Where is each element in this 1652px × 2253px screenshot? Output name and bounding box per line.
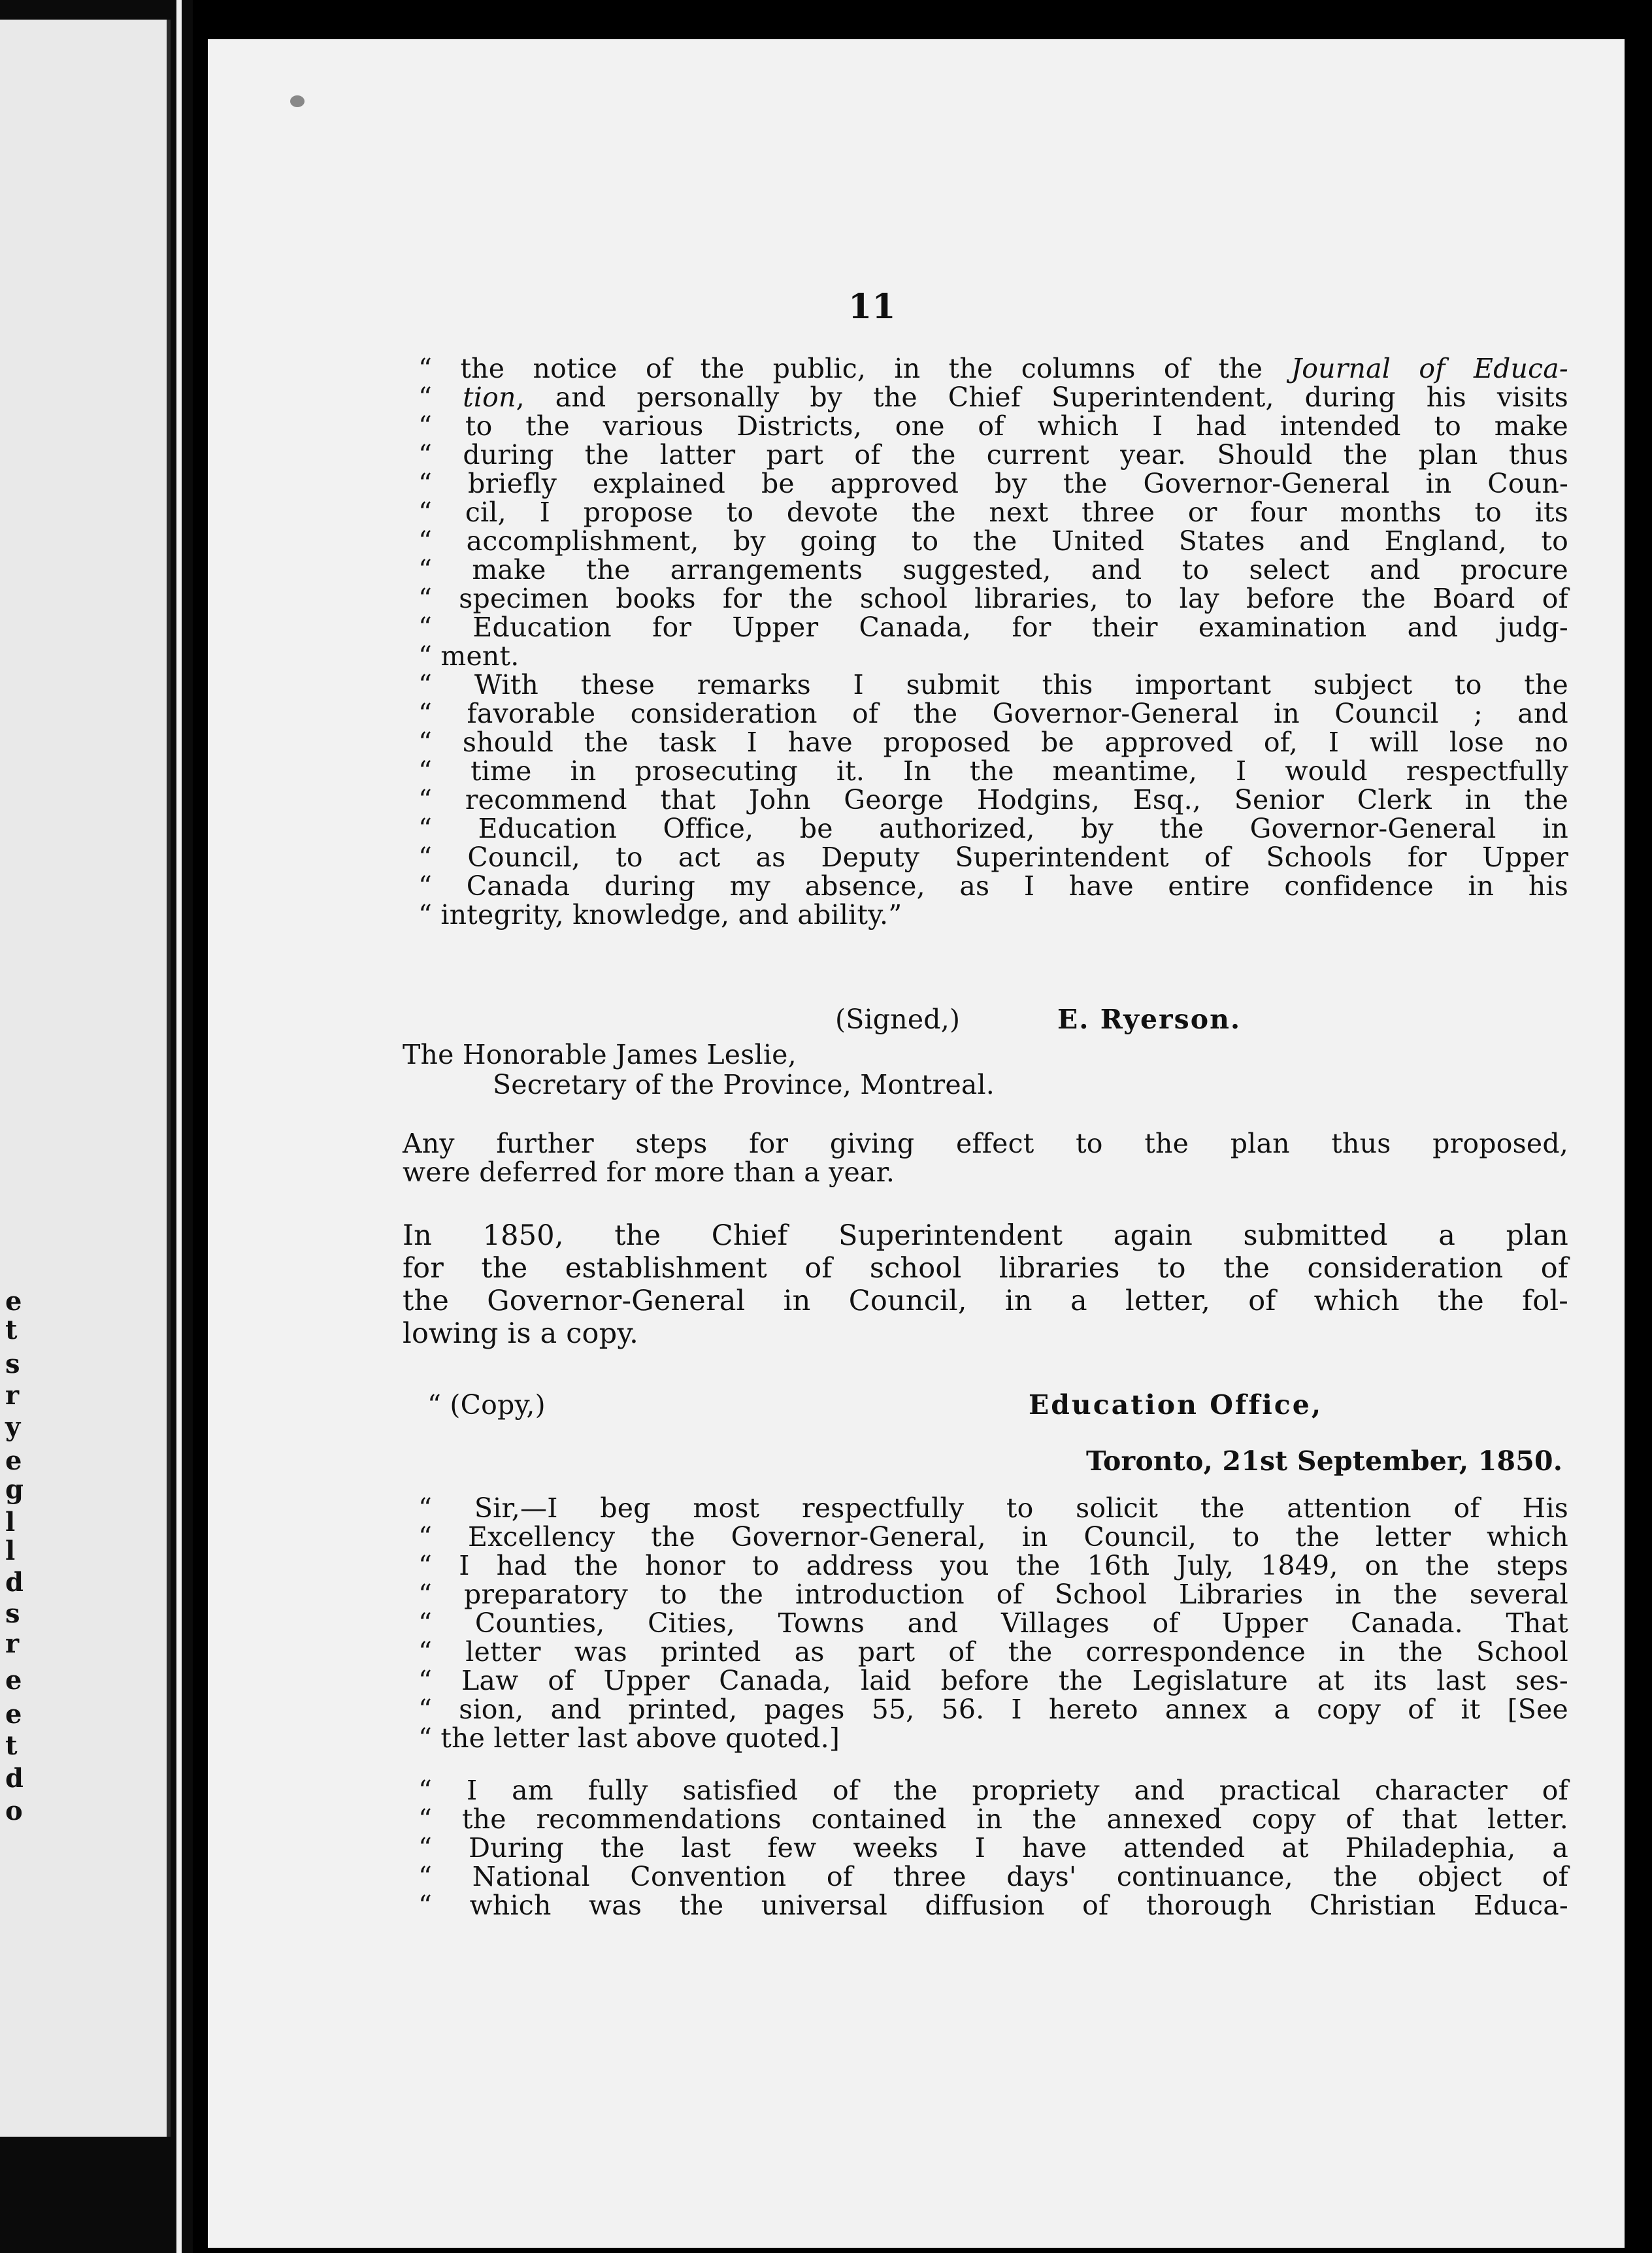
text-line: “ I am fully satisfied of the propriety and practical character of	[418, 1775, 1568, 1806]
letter-body-paragraph-1	[418, 1494, 1568, 1752]
text-segment: Journal of Educa-	[1291, 353, 1568, 384]
text-line: lowing is a copy.	[403, 1317, 639, 1350]
text-line: “ the letter last above quoted.]	[418, 1722, 840, 1754]
text-segment: “ make the arrangements suggested, and to select and procure	[418, 554, 1568, 585]
text-line: “ Sir,—I beg most respectfully to solicit the attention of His	[418, 1492, 1568, 1524]
text-line	[418, 900, 1568, 929]
text-line	[418, 498, 1568, 527]
text-segment: “ ment.	[418, 640, 520, 672]
text-segment: “ integrity, knowledge, and ability.”	[418, 899, 902, 930]
text-line: “ the recommendations contained in the annexed copy of that letter.	[418, 1803, 1568, 1835]
text-segment: “ Council, to act as Deputy Superintendent of Schools for Upper	[418, 842, 1568, 873]
margin-character: e	[5, 1286, 22, 1317]
copy-label: “ (Copy,)	[427, 1389, 546, 1421]
text-segment: tion	[463, 382, 516, 413]
text-line	[418, 412, 1568, 440]
margin-character: e	[5, 1445, 22, 1476]
page	[208, 39, 1625, 2248]
text-line	[418, 555, 1568, 584]
margin-character: y	[5, 1411, 21, 1442]
text-line	[418, 383, 1568, 412]
margin-character: l	[5, 1536, 16, 1566]
page-fold-line	[176, 0, 182, 2253]
text-segment: “ Education Office, be authorized, by the Governor-General in	[418, 813, 1568, 844]
text-line	[418, 872, 1568, 900]
paragraph-1850-plan	[403, 1219, 1568, 1350]
text-segment: “ Education for Upper Canada, for their examination and judg-	[418, 612, 1568, 643]
text-segment: “ to the various Districts, one of which I had intended to make	[418, 410, 1568, 442]
margin-character: d	[5, 1567, 24, 1598]
scan-speck	[290, 95, 305, 107]
left-page-margin-characters	[5, 0, 31, 2253]
text-line: “ I had the honor to address you the 16th July, 1849, on the steps	[418, 1550, 1568, 1581]
quoted-letter-continuation	[418, 354, 1568, 929]
margin-character: s	[5, 1598, 20, 1629]
text-segment: “ time in prosecuting it. In the meantime, I would respectfully	[418, 755, 1568, 787]
text-segment: “ With these remarks I submit this important subject to the	[418, 669, 1568, 700]
text-line: “ letter was printed as part of the correspondence in the School	[418, 1636, 1568, 1668]
text-line: the Governor-General in Council, in a letter, of which the fol-	[403, 1285, 1568, 1317]
text-segment: “ Canada during my absence, as I have entire confidence in his	[418, 870, 1568, 902]
text-line: “ Excellency the Governor-General, in Council, to the letter which	[418, 1521, 1568, 1553]
text-segment: “ should the task I have proposed be approved of, I will lose no	[418, 727, 1568, 758]
text-line	[418, 757, 1568, 785]
text-segment: “ accomplishment, by going to the United States and England, to	[418, 525, 1568, 557]
text-segment: “	[418, 382, 463, 413]
text-line: “ Counties, Cities, Towns and Villages of Upper Canada. That	[418, 1607, 1568, 1639]
text-segment: “ during the latter part of the current year. Should the plan thus	[418, 439, 1568, 470]
margin-character: l	[5, 1507, 16, 1538]
margin-character: t	[5, 1315, 18, 1345]
margin-character: t	[5, 1730, 18, 1761]
text-line	[418, 613, 1568, 642]
text-line	[418, 527, 1568, 555]
text-line	[418, 354, 1568, 383]
text-line	[418, 469, 1568, 498]
text-segment: “ the notice of the public, in the columns of the	[418, 353, 1291, 384]
text-segment: “ briefly explained be approved by the Governor-General in Coun-	[418, 468, 1568, 499]
letter-place-date: Toronto, 21st September, 1850.	[1086, 1445, 1563, 1477]
text-line: “ Law of Upper Canada, laid before the Legislature at its last ses-	[418, 1665, 1568, 1696]
page-number: 11	[848, 287, 896, 327]
signatory-name: E. Ryerson.	[1057, 1004, 1242, 1035]
margin-character: e	[5, 1699, 22, 1730]
text-segment: , and personally by the Chief Superintendent, during his visits	[516, 382, 1568, 413]
letter-body-paragraph-2	[418, 1776, 1568, 1920]
text-line: “ National Convention of three days' continuance, the object of	[418, 1861, 1568, 1892]
text-line: “ sion, and printed, pages 55, 56. I hereto annex a copy of it [See	[418, 1694, 1568, 1725]
text-line: Any further steps for giving effect to the plan thus proposed,	[403, 1128, 1568, 1159]
margin-character: o	[5, 1796, 23, 1826]
paragraph-further-steps	[403, 1129, 1568, 1187]
text-line	[418, 785, 1568, 814]
text-segment: “ favorable consideration of the Governor-General in Council ; and	[418, 698, 1568, 729]
text-line	[418, 440, 1568, 469]
text-line: “ which was the universal diffusion of thorough Christian Educa-	[418, 1890, 1568, 1921]
text-line	[418, 728, 1568, 757]
text-line	[418, 670, 1568, 699]
text-line	[418, 584, 1568, 613]
margin-character: d	[5, 1763, 24, 1794]
addressee-name: The Honorable James Leslie,	[403, 1039, 797, 1070]
margin-character: e	[5, 1665, 22, 1696]
margin-character: r	[5, 1380, 20, 1411]
margin-character: r	[5, 1628, 20, 1659]
margin-character: g	[5, 1474, 24, 1505]
signed-label: (Signed,)	[835, 1004, 961, 1035]
text-line	[418, 642, 1568, 670]
text-segment: “ specimen books for the school libraries, to lay before the Board of	[418, 583, 1568, 614]
addressee-title: Secretary of the Province, Montreal.	[493, 1069, 995, 1100]
text-line: “ During the last few weeks I have attended at Philadephia, a	[418, 1832, 1568, 1864]
text-line: for the establishment of school libraries to the consideration of	[403, 1252, 1568, 1285]
text-segment: “ recommend that John George Hodgins, Esq., Senior Clerk in the	[418, 784, 1568, 815]
text-line: “ preparatory to the introduction of School Libraries in the several	[418, 1579, 1568, 1610]
office-label: Education Office,	[1029, 1389, 1323, 1421]
text-line	[418, 814, 1568, 843]
text-segment: “ cil, I propose to devote the next three or four months to its	[418, 497, 1568, 528]
text-line: In 1850, the Chief Superintendent again submitted a plan	[403, 1219, 1568, 1252]
text-line: were deferred for more than a year.	[403, 1157, 895, 1188]
text-line	[418, 699, 1568, 728]
margin-character: s	[5, 1349, 20, 1379]
text-line	[418, 843, 1568, 872]
